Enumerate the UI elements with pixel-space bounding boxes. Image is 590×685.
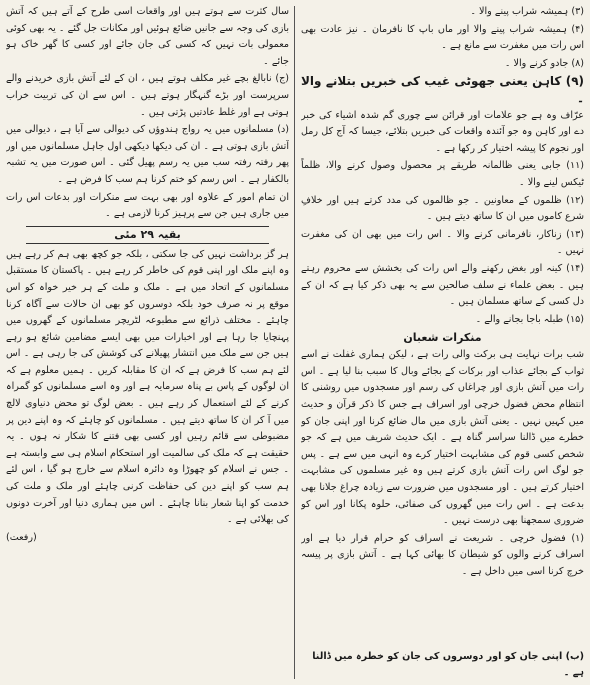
paragraph: (ج) نابالغ بچے غیر مکلف ہوتے ہیں ، ان کے لئے آتش بازی خریدنے والے سرپرست اور بڑے گنہگار ہوتے ہیں ۔ اس سے ان کی تربیت خراب ہوتی ہے اور غلط عادتیں پڑتی ہیں ۔	[6, 73, 289, 118]
list-item: (۱۴) کینہ اور بغض رکھنے والے اس رات کی بخشش سے محروم رہتے ہیں ۔ بعض علماء نے سلف صالحین سے یہ بھی ذکر کیا ہے کہ ان کے دل کسی کے ساتھ مسلمان ہیں ۔	[301, 262, 584, 308]
list-item: عرّاف وہ ہے جو علامات اور قرائن سے چوری گم شدہ اشیاء کی خبر دے اور کاہن وہ جو آئندہ واقعات کی خبریں بتلائے، جیسا کہ آج کل رمل اور نجوم کا پیشہ اختیار کر رکھا ہے ۔	[301, 109, 584, 154]
left-column	[6, 4, 289, 681]
list-item: (۹) کاہن یعنی جھوٹی غیب کی خبریں بتلانے والا ۔	[301, 74, 584, 105]
list-item: (۸) جادو کرنے والا ۔	[504, 57, 584, 69]
bottom-line: (ب) اپنی جان کو اور دوسروں کی جان کو خطرہ میں ڈالنا ہے ۔	[312, 651, 584, 678]
signature: (رفعت)	[6, 531, 37, 543]
list-item: (۱۳) زناکار، نافرمانی کرنے والا ۔ اس رات میں بھی ان کی مغفرت نہیں ۔	[301, 228, 584, 257]
paragraph: (د) مسلمانوں میں یہ رواج ہندوؤں کی دیوالی سے آیا ہے ، دیوالی میں آتش بازی ہوتی ہے ۔ ان کی دیکھا دیکھی اول جاہل مسلمانوں میں اور پھر رفتہ رفتہ سب میں یہ رسم پھیل گئی ۔ اس صورت میں یہ تشبہ بالکفار ہے ۔ اس رسم کو ختم کرنا ہم سب کا فرض ہے ۔	[6, 124, 289, 185]
section-body: شب برات نہایت ہی برکت والی رات ہے ، لیکن ہماری غفلت نے اسے ثواب کے بجائے عذاب اور برکات کے بجائے وبال کا سبب بنا لیا ہے ۔ اس رات میں آتش بازی اور چراغاں کی رسم اور مسجدوں میں روشنی کا انتظام محض فضول خرچی اور اسراف ہے جس کا ذکر قرآن و حدیث میں کہیں نہیں ۔ یعنی آتش بازی میں مال ضائع کرنا اور اپنی جان کو خطرے میں ڈالنا سراسر گناہ ہے ۔ ایک حدیث شریف میں ہے کہ جو شخص کسی قوم کی مشابہت اختیار کرے وہ انہی میں سے ہے ۔ پس جو لوگ اس رات آتش بازی کرتے ہیں وہ غیر مسلموں کی مشابہت اختیار کرتے ہیں ۔ اور مسجدوں میں ضرورت سے زیادہ چراغ جلانا بھی بدعت ہے ۔ اس رات میں گھروں کی صفائی، حلوہ پکانا اور اس کو ضروری سمجھنا بھی درست نہیں ۔	[301, 349, 584, 527]
numbered-note: (۱) فضول خرچی ۔ شریعت نے اسراف کو حرام قرار دیا ہے اور اسراف کرنے والوں کو شیطان کا بھائی کہا ہے ۔ آتش بازی پر پیسہ خرچ کرنا اسی میں داخل ہے ۔	[301, 532, 584, 577]
right-column	[301, 4, 584, 681]
list-item: (۱۲) ظلموں کے معاونین ۔ جو ظالموں کی مدد کرتے ہیں اور خلافِ شرع کاموں میں ان کا ساتھ دیتے ہیں ۔	[301, 194, 584, 223]
section-title: منکرات شعبان	[403, 331, 482, 345]
list-item: (۴) ہمیشہ شراب پینے والا اور ماں باپ کا نافرمان ۔ نیز عادت بھی اس رات میں مغفرت سے مانع ہے ۔	[301, 23, 584, 52]
paragraph: سال کثرت سے ہوتے ہیں اور واقعات اسی طرح کے آتے ہیں کہ آتش بازی کی وجہ سے جانیں ضائع ہوئیں اور مکانات جل گئے ۔ یہ بھی کوئی معمولی بات نہیں کہ کسی کی جان جائے اور کسی کا گھر خاک ہو جائے ۔	[6, 6, 289, 67]
paragraph: ان تمام امور کے علاوہ اور بھی بہت سے منکرات اور بدعات اس رات میں جاری ہیں جن سے پرہیز کرنا لازمی ہے ۔	[6, 191, 289, 220]
continuation-body: ہر گز برداشت نہیں کی جا سکتی ، بلکہ جو کچھ بھی ہم کر رہے ہیں وہ اپنے ملک اور اپنی قوم کی خاطر کر رہے ہیں ۔ پاکستان کا مستقبل مسلمانوں کے اتحاد میں ہے ۔ ملک و ملت کے ہر خیر خواہ کو اس موقع پر نہ صرف خود بلکہ دوسروں کو بھی ان حالات سے آگاہ کرنا چاہئے ۔ مختلف ذرائع سے مطبوعہ لٹریچر مسلمانوں کے گھروں میں پہنچایا جا رہا ہے اور اخبارات میں بھی ایسے مضامین شائع ہو رہے ہیں جن سے ملک میں انتشار پھیلانے کی کوشش کی جا رہی ہے ۔ اس لئے ہم سب کا فرض ہے کہ ان کا مقابلہ کریں ۔ ہمیں معلوم ہے کہ ان لوگوں کے پاس بے پناہ سرمایہ ہے اور وہ اسے مسلمانوں کو گمراہ کرنے کے لئے استعمال کر رہے ہیں ۔ بعض لوگ تو محض دنیاوی لالچ میں آ کر ان کا ساتھ دیتے ہیں ۔ مسلمانوں کو چاہئے کہ وہ اپنے دین پر مضبوطی سے قائم رہیں اور کسی بھی فتنے کا شکار نہ ہوں ۔ یہ حقیقت ہے کہ ملک کی سالمیت اور استحکام اسلام ہی سے وابستہ ہے ۔ جس نے اسلام کو چھوڑا وہ دائرہ اسلام سے خارج ہو گیا ، اس لئے ہم سب کو اپنے دین کی حفاظت کرنی چاہئے اور ملک و ملت کی خدمت کو اپنا شعار بنانا چاہئے ۔ اس میں ہماری دنیا اور آخرت دونوں کی بھلائی ہے ۔	[6, 248, 289, 526]
list-item: (۱۵) طبلہ باجا بجانے والے ۔	[475, 313, 584, 325]
column-divider	[294, 6, 295, 679]
continuation-heading: بقیہ ۲۹ مئی	[26, 226, 269, 244]
list-item: (۱۱) جابی یعنی ظالمانہ طریقے پر محصول وصول کرنے والا، ظلماً ٹیکس لینے والا ۔	[301, 160, 584, 188]
list-item: (۳) ہمیشہ شراب پینے والا ۔	[470, 6, 584, 17]
